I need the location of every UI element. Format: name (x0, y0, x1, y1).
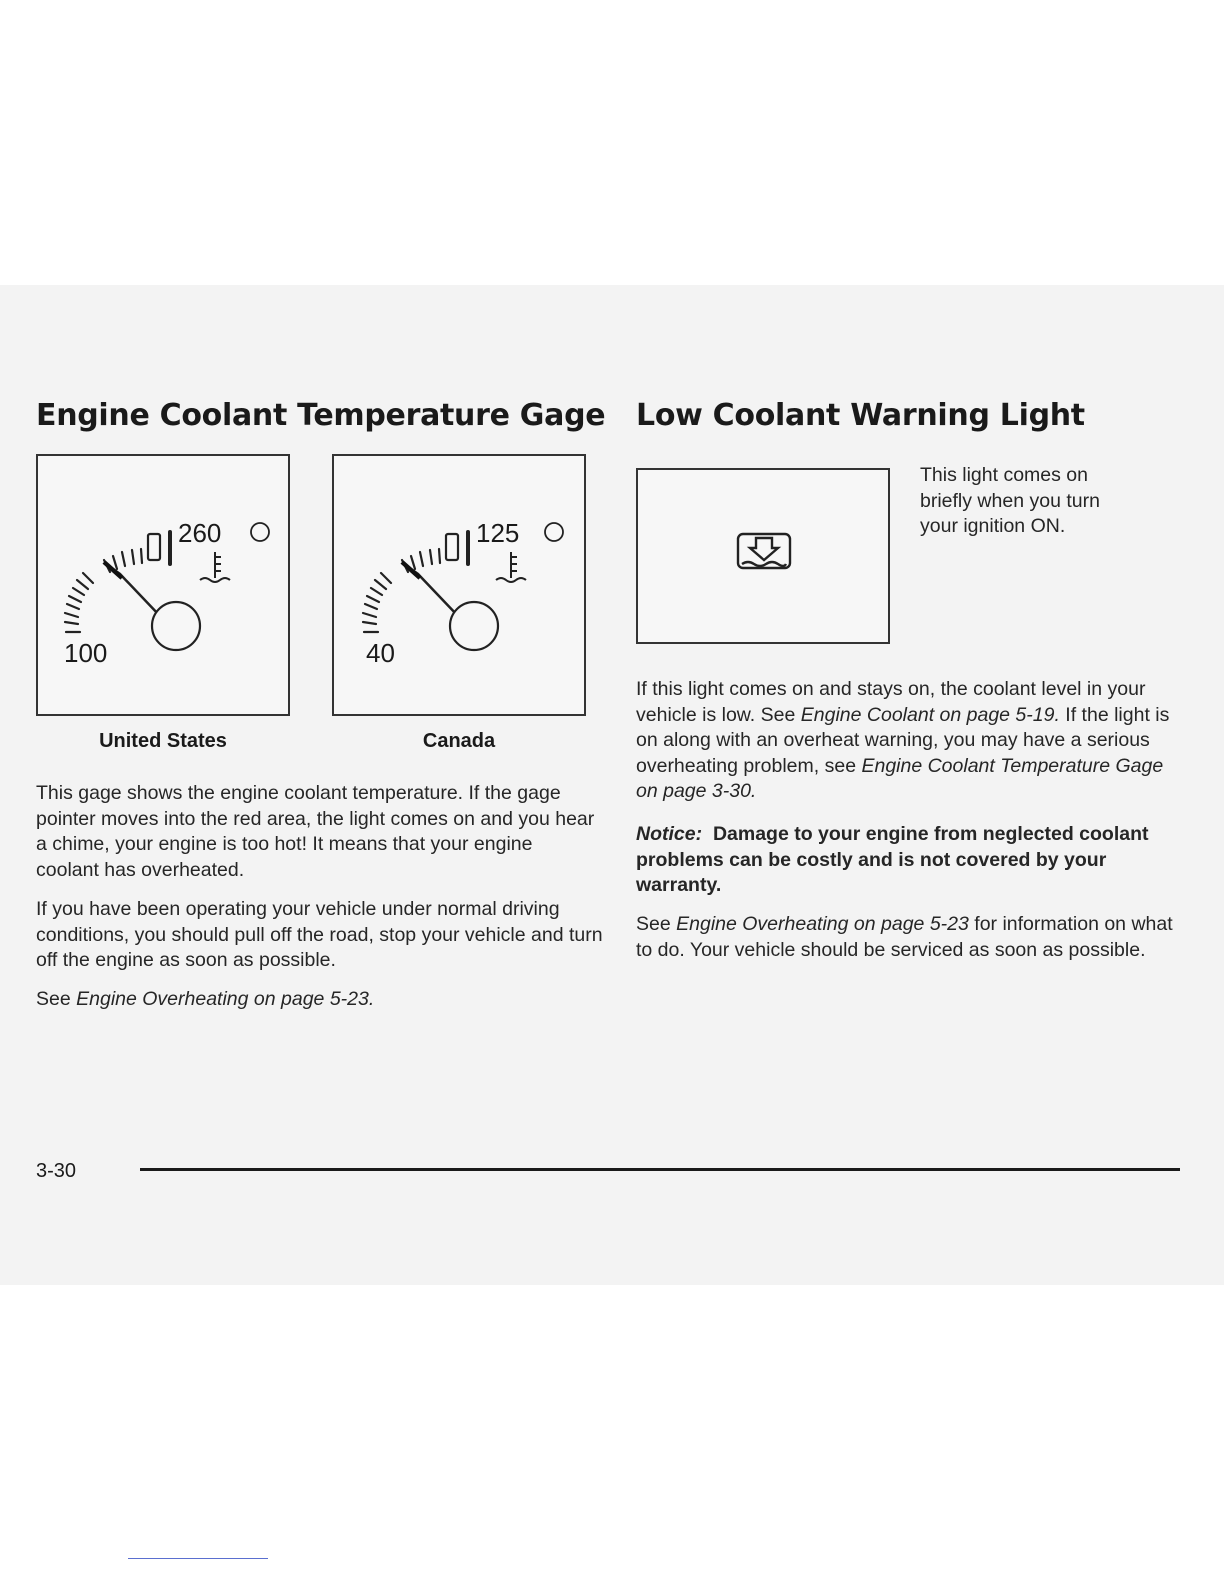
notice-text: Damage to your engine from neglected coolant problems can be costly and is not covered by your warranty. (636, 823, 1149, 896)
gauge-caption-canada: Canada (422, 730, 496, 752)
low-coolant-icon (638, 470, 892, 646)
gauge-us-min-label: 100 (64, 638, 108, 668)
engine-coolant-gage-heading: Engine Coolant Temperature Gage (36, 398, 606, 433)
gauge-dial-us (38, 456, 292, 718)
gauge-caption-united-states: United States (99, 730, 227, 752)
low-coolant-light-box (636, 468, 890, 644)
gage-description-paragraph: This gage shows the engine coolant temperature. If the gage pointer moves into the red area, the light comes on and you hear a chime, your engine is too hot! It means that your engine coolant has overheated. (36, 782, 595, 881)
low-coolant-warning-heading: Low Coolant Warning Light (636, 398, 1085, 433)
link-underline (128, 1558, 268, 1559)
service-prefix: See (636, 913, 677, 935)
light-comes-on-text: This light comes on briefly when you turn your ignition ON. (920, 464, 1100, 537)
coolant-level-paragraph (636, 677, 1181, 805)
engine-overheating-reference-right[interactable]: Engine Overheating on page 5-23 (676, 913, 969, 935)
gauge-united-states (36, 454, 290, 716)
gauge-canada-min-label: 40 (366, 638, 395, 668)
notice-label: Notice: (636, 823, 703, 845)
pull-off-road-paragraph: If you have been operating your vehicle under normal driving conditions, you should pull off the road, stop your vehicle and turn off the engine as soon as possible. (36, 898, 603, 971)
service-paragraph (636, 912, 1181, 963)
coolant-temperature-icon (496, 552, 526, 582)
gauge-dial-canada (334, 456, 588, 718)
gauge-canada (332, 454, 586, 716)
gauge-canada-max-label: 125 (476, 518, 520, 548)
service-suffix: for information on what to do. Your vehicle should be serviced as soon as possible. (636, 913, 1173, 961)
see-overheating-paragraph (36, 987, 596, 1013)
gauge-us-max-label: 260 (178, 518, 222, 548)
coolant-gage-reference[interactable]: Engine Coolant Temperature Gage on page 3-30. (636, 754, 1164, 802)
engine-overheating-reference[interactable]: Engine Overheating on page 5-23. (76, 988, 375, 1010)
engine-coolant-reference[interactable]: Engine Coolant on page 5-19. (800, 703, 1060, 726)
page-number: 3-30 (36, 1160, 77, 1182)
footer-rule (140, 1168, 1180, 1171)
coolant-level-text-a: If this light comes on and stays on, the coolant level in your vehicle is low. See (636, 678, 1146, 726)
see-prefix: See (36, 988, 77, 1010)
coolant-level-text-b: If the light is on along with an overheat warning, you may have a serious overheating problem, see (636, 703, 1170, 777)
notice-paragraph (636, 822, 1176, 899)
coolant-temperature-icon (200, 552, 230, 582)
